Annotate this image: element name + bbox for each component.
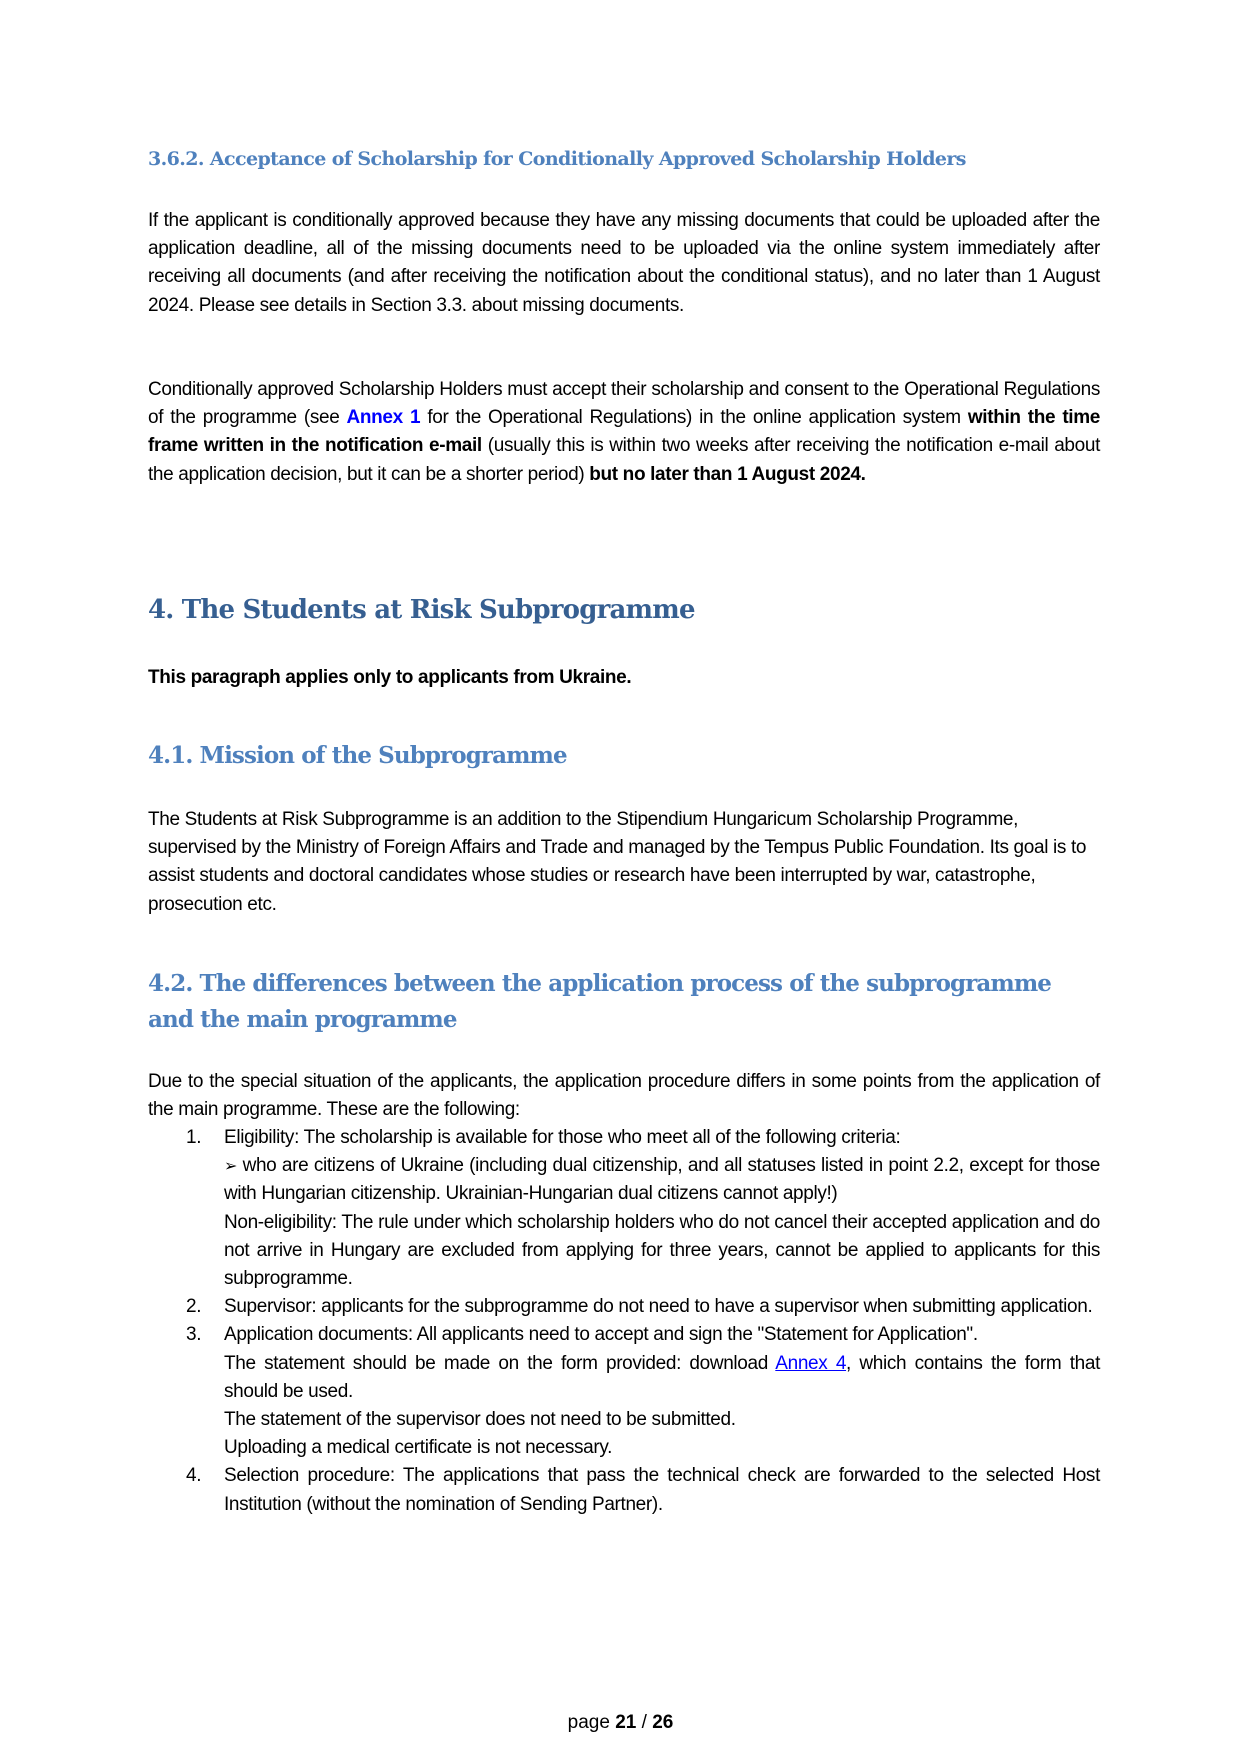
- non-eligibility-note: Non-eligibility: The rule under which scholarship holders who do not cancel their accepted application and do not arrive in Hungary are excluded from applying for three years, cannot be applied to applicants for this subprogramme.: [224, 1211, 1100, 1290]
- list-item-selection-procedure: 4. Selection procedure: The applications that pass the technical check are forwarded to the selected Host Institution (without the nomination of Sending Partner).: [186, 1465, 1100, 1515]
- acceptance-paragraph: Conditionally approved Scholarship Holders must accept their scholarship and consent to the Operational Regulations of the programme (see Annex 1 for the Operational Regulations) in the online application system within the time frame written in the notification e-mail (usually this is within two weeks after receiving the notification e-mail about the application decision, but it can be a shorter period) but no later than 1 August 2024.: [148, 379, 1100, 485]
- annex-4-link[interactable]: Annex 4: [775, 1352, 847, 1374]
- section-heading-4: 4. The Students at Risk Subprogramme: [148, 595, 695, 625]
- missing-documents-paragraph: If the applicant is conditionally approved because they have any missing documents that could be uploaded after the application deadline, all of the missing documents need to be uploaded via the online system immediately after receiving all documents (and after receiving the notification about the conditional status), and no later than 1 August 2024. Please see details in Section 3.3. about missing documents.: [148, 210, 1100, 316]
- citizenship-criterion: ➢ who are citizens of Ukraine (including dual citizenship, and all statuses listed in point 2.2, except for those with Hungarian citizenship. Ukrainian-Hungarian dual citizens cannot apply!): [224, 1155, 1100, 1205]
- section-heading-3-6-2: 3.6.2. Acceptance of Scholarship for Conditionally Approved Scholarship Holders: [148, 148, 966, 170]
- differences-intro-paragraph: Due to the special situation of the applicants, the application procedure differs in some points from the application of the main programme. These are the following:: [148, 1071, 1100, 1121]
- ukraine-only-note: This paragraph applies only to applicants from Ukraine.: [148, 667, 632, 688]
- section-heading-4-1: 4.1. Mission of the Subprogramme: [148, 742, 567, 769]
- page-number: page 21 / 26: [567, 1712, 674, 1733]
- list-item-supervisor: 2. Supervisor: applicants for the subprogramme do not need to have a supervisor when submitting application.: [186, 1296, 1093, 1318]
- section-heading-4-2: 4.2. The differences between the application process of the subprogramme and the main programme: [148, 970, 1052, 1033]
- mission-paragraph: The Students at Risk Subprogramme is an addition to the Stipendium Hungaricum Scholarship Programme, supervised by the Ministry of Foreign Affairs and Trade and managed by the Tempus Public Foundation. Its goal is to assist students and doctoral candidates whose studies or research have been interrupted by war, catastrophe, prosecution etc.: [148, 809, 1087, 915]
- differences-list: [148, 1124, 1100, 1519]
- list-item-eligibility: 1. Eligibility: The scholarship is available for those who meet all of the following criteria: ➢ who are citizens of Ukraine (including dual citizenship, and all statuses listed in point 2.2, except for those with Hungarian citizenship. Ukrainian-Hungarian dual citizens cannot apply!) Non-eligibility: The rule under which scholarship holders who do not cancel their accepted application and do not arrive in Hungary are excluded from applying for three years, cannot be applied to applicants for this subprogramme.: [148, 1124, 1100, 1293]
- annex-1-link[interactable]: Annex 1: [346, 407, 421, 429]
- arrow-bullet-icon: ➢: [224, 1156, 238, 1176]
- list-item-application-documents: 3. Application documents: All applicants need to accept and sign the "Statement for Application". The statement should be made on the form provided: download Annex 4, which contains the form that should be used. The statement of the supervisor does not need to be submitted. Uploading a medical certificate is not necessary.: [186, 1324, 1101, 1459]
